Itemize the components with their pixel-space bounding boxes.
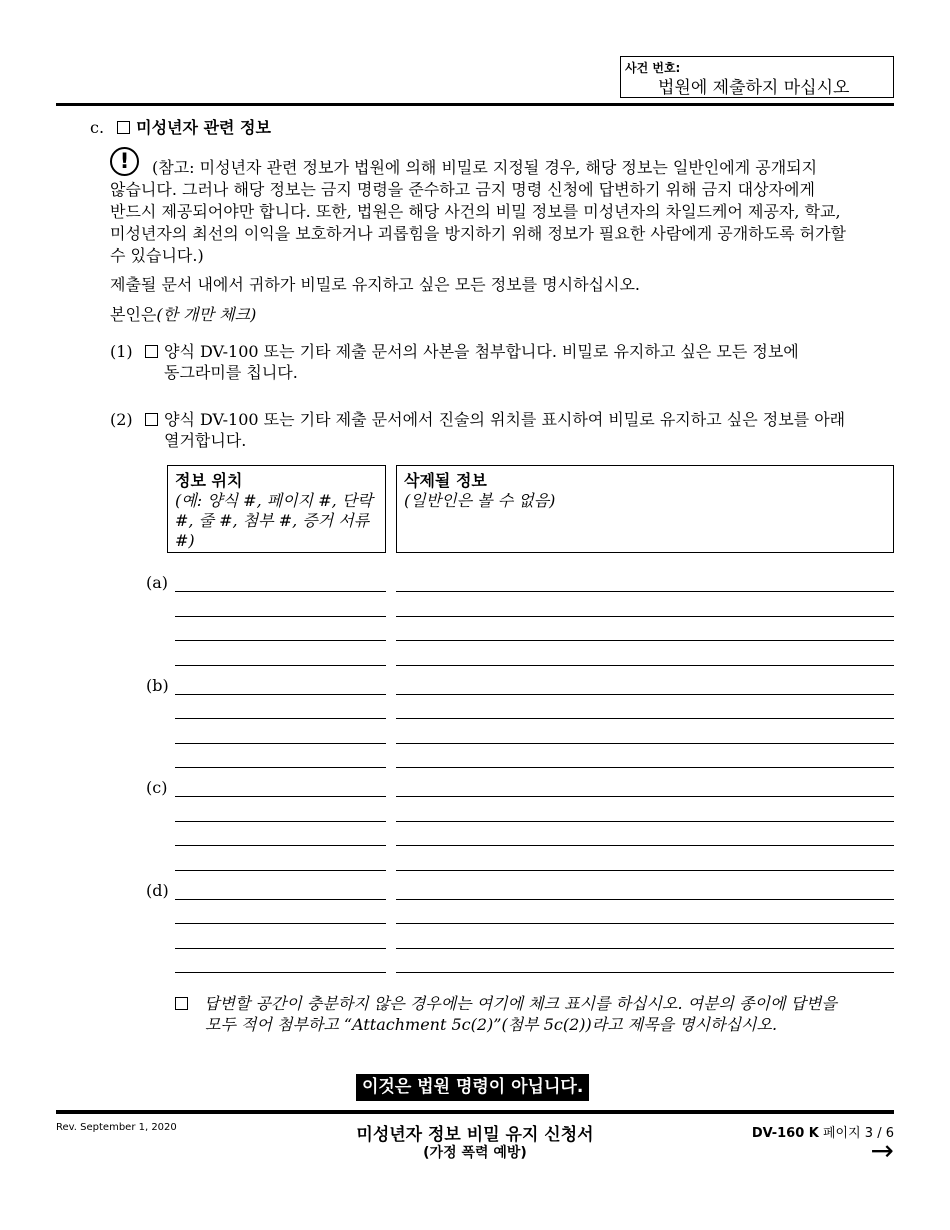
section-c-title: 미성년자 관련 정보	[136, 118, 271, 137]
location-answer-line[interactable]	[175, 694, 386, 695]
info-answer-line[interactable]	[396, 743, 894, 744]
form-id: DV-160 K	[751, 1126, 819, 1141]
not-court-order-banner: 이것은 법원 명령이 아닙니다.	[356, 1074, 589, 1101]
alert-icon: !	[110, 147, 139, 176]
option-1-text: 양식 DV-100 또는 기타 제출 문서의 사본을 첨부합니다. 비밀로 유지하고 싶은 모든 정보에	[164, 342, 799, 361]
location-answer-line[interactable]	[175, 899, 386, 900]
col-info-title: 삭제될 정보	[404, 471, 487, 490]
location-answer-line[interactable]	[175, 923, 386, 924]
info-answer-line[interactable]	[396, 796, 894, 797]
info-answer-line[interactable]	[396, 821, 894, 822]
info-answer-line[interactable]	[396, 591, 894, 592]
location-answer-line[interactable]	[175, 767, 386, 768]
info-answer-line[interactable]	[396, 767, 894, 768]
attachment-checkbox[interactable]	[175, 997, 188, 1010]
page-number: 페이지 3 / 6	[823, 1126, 894, 1141]
location-answer-line[interactable]	[175, 948, 386, 949]
attachment-line-1	[175, 993, 837, 1015]
col-location-example-1: (예: 양식 #, 페이지 #, 단락	[175, 491, 373, 510]
location-answer-line[interactable]	[175, 845, 386, 846]
attachment-text-1: 답변할 공간이 충분하지 않은 경우에는 여기에 체크 표시를 하십시오. 여분의 종이에 답변을	[204, 994, 837, 1013]
location-answer-line[interactable]	[175, 718, 386, 719]
bottom-rule	[56, 1110, 894, 1114]
info-answer-line[interactable]	[396, 948, 894, 949]
option-1-checkbox[interactable]	[145, 345, 158, 358]
info-answer-line[interactable]	[396, 616, 894, 617]
info-answer-line[interactable]	[396, 845, 894, 846]
case-number-value: 법원에 제출하지 마십시오	[658, 78, 850, 98]
top-rule	[56, 103, 894, 106]
option-2-line-2: 열거합니다.	[164, 431, 247, 450]
row-label: (c)	[146, 778, 168, 797]
section-letter: c.	[90, 118, 105, 137]
col-info-note: (일반인은 볼 수 없음)	[404, 491, 556, 510]
note-line-4: 미성년자의 최선의 이익을 보호하거나 괴롭힘을 방지하기 위해 정보가 필요한 사람에게 공개하도록 허가할	[110, 224, 847, 243]
option-1-number: (1)	[110, 342, 133, 361]
attachment-line-2: 모두 적어 첨부하고 “Attachment 5c(2)”(첨부 5c(2))라고 제목을 명시하십시오.	[205, 1015, 778, 1034]
case-number-box	[620, 56, 894, 98]
info-answer-line[interactable]	[396, 923, 894, 924]
location-answer-line[interactable]	[175, 616, 386, 617]
row-label: (a)	[146, 573, 169, 592]
option-2-text: 양식 DV-100 또는 기타 제출 문서에서 진술의 위치를 표시하여 비밀로 유지하고 싶은 정보를 아래	[164, 410, 846, 429]
revision-date: Rev. September 1, 2020	[56, 1122, 177, 1133]
choose-one	[110, 304, 256, 326]
location-answer-line[interactable]	[175, 743, 386, 744]
choose-hint: (한 개만 체크)	[156, 305, 257, 324]
info-answer-line[interactable]	[396, 718, 894, 719]
location-answer-line[interactable]	[175, 821, 386, 822]
location-answer-line[interactable]	[175, 640, 386, 641]
info-answer-line[interactable]	[396, 972, 894, 973]
info-answer-line[interactable]	[396, 665, 894, 666]
location-answer-line[interactable]	[175, 870, 386, 871]
option-1-line-2: 동그라미를 칩니다.	[164, 363, 298, 382]
info-answer-line[interactable]	[396, 694, 894, 695]
option-2-number: (2)	[110, 410, 133, 429]
section-c-checkbox[interactable]	[117, 121, 130, 134]
case-number-label: 사건 번호:	[625, 61, 681, 75]
note-line-1: (참고: 미성년자 관련 정보가 법원에 의해 비밀로 지정될 경우, 해당 정보는 일반인에게 공개되지	[152, 158, 818, 177]
col-info-header	[396, 465, 894, 553]
location-answer-line[interactable]	[175, 591, 386, 592]
info-answer-line[interactable]	[396, 870, 894, 871]
info-answer-line[interactable]	[396, 899, 894, 900]
form-subtitle: (가정 폭력 예방)	[423, 1145, 527, 1161]
col-location-title: 정보 위치	[175, 471, 243, 490]
row-label: (b)	[146, 675, 169, 695]
info-answer-line[interactable]	[396, 640, 894, 641]
option-2-checkbox[interactable]	[145, 413, 158, 426]
note-line-2: 않습니다. 그러나 해당 정보는 금지 명령을 준수하고 금지 명령 신청에 답변하기 위해 금지 대상자에게	[110, 180, 815, 199]
location-answer-line[interactable]	[175, 665, 386, 666]
note-line-5: 수 있습니다.)	[110, 246, 204, 265]
col-location-example-2: #, 줄 #, 첨부 #, 증거 서류 #)	[175, 511, 370, 550]
note-line-3: 반드시 제공되어야만 합니다. 또한, 법원은 해당 사건의 비밀 정보를 미성년자의 차일드케어 제공자, 학교,	[110, 202, 841, 221]
row-label: (d)	[146, 880, 169, 900]
instruction-text: 제출될 문서 내에서 귀하가 비밀로 유지하고 싶은 모든 정보를 명시하십시오.	[110, 275, 640, 294]
form-title: 미성년자 정보 비밀 유지 신청서	[356, 1125, 594, 1145]
location-answer-line[interactable]	[175, 796, 386, 797]
option-1-line-1	[145, 341, 799, 363]
col-location-header	[167, 465, 386, 553]
choose-prefix: 본인은	[110, 305, 157, 324]
next-page-arrow-icon: →	[870, 1134, 894, 1167]
option-2-line-1	[145, 409, 845, 431]
location-answer-line[interactable]	[175, 972, 386, 973]
section-c-heading	[90, 117, 271, 139]
